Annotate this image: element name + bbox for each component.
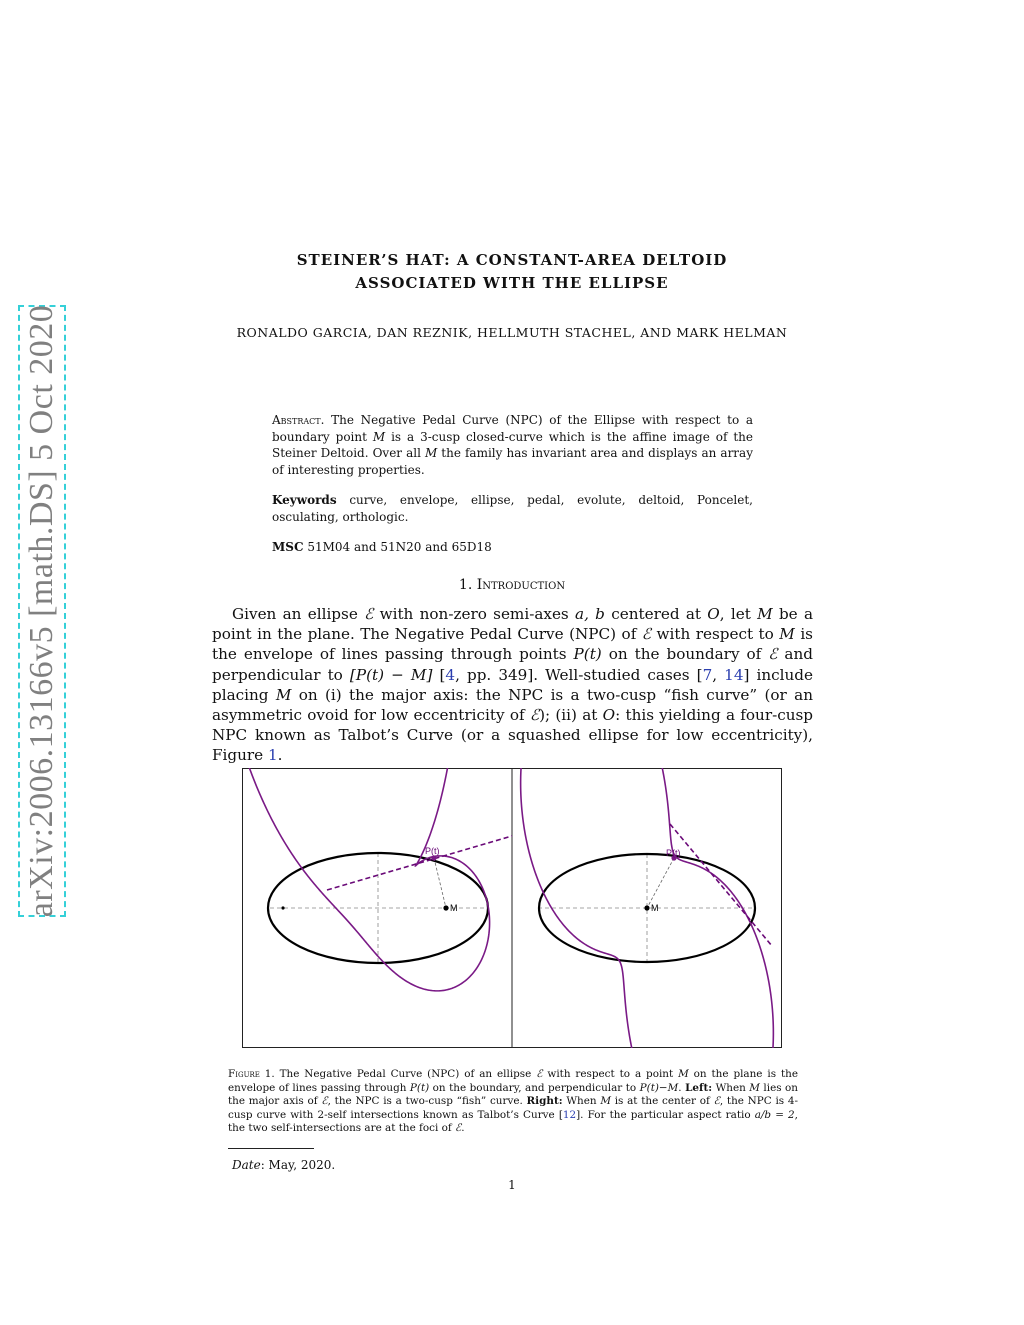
arxiv-sidebar-stamp [18, 305, 66, 917]
abstract-text: the family has invariant area and displays an array of interesting properties. [272, 446, 753, 477]
arxiv-id: arXiv:2006.13166v5 [math.DS] 5 Oct 2020 [23, 304, 60, 918]
text-bold: Left: [685, 1081, 713, 1094]
text: , [712, 665, 725, 684]
math: M [600, 1095, 611, 1108]
text: be a point in the plane. The Negative Pedal Curve (NPC) of [212, 605, 813, 644]
text: ); (ii) at [539, 706, 603, 725]
msc [272, 540, 753, 554]
paper-title [0, 249, 1024, 295]
math: P(t) [573, 645, 602, 664]
text: Given an ellipse [232, 605, 365, 623]
keywords-text: curve, envelope, ellipse, pedal, evolute, deltoid, Poncelet, osculating, orthologic. [272, 493, 753, 524]
title-line-1: STEINER’S HAT: A CONSTANT-AREA DELTOID [296, 251, 728, 269]
right-panel [521, 768, 774, 1048]
keywords-label: Keywords [272, 493, 337, 507]
text: When [562, 1095, 601, 1108]
math: a/b = 2 [754, 1108, 795, 1121]
text: , the NPC is a two-cusp “fish” curve. [327, 1095, 527, 1108]
text: ] include placing [212, 665, 814, 704]
intro-paragraph [212, 604, 813, 766]
point-P [431, 855, 436, 860]
text: centered at [604, 605, 708, 623]
figure-caption [228, 1068, 798, 1136]
citation-link[interactable]: 12 [562, 1108, 577, 1121]
text: The Negative Pedal Curve (NPC) of an ellipse [274, 1068, 537, 1080]
text: is the envelope of lines passing through points [212, 625, 813, 664]
text: with respect to a point [542, 1068, 679, 1080]
tangent-line [670, 824, 772, 946]
math: M [275, 685, 292, 704]
citation-link[interactable]: 14 [724, 665, 744, 684]
authors: RONALDO GARCIA, DAN REZNIK, HELLMUTH STACHEL, AND MARK HELMAN [236, 325, 788, 340]
section-heading: 1. Introduction [458, 577, 566, 593]
text: ]. For the particular aspect ratio [576, 1108, 755, 1121]
math: ℰ [364, 605, 374, 623]
text: , let [719, 605, 758, 623]
text: on (i) the major axis: the NPC is a two-cusp “fish curve” (or an asymmetric ovoid for low eccentricity of [212, 685, 813, 725]
math: O [602, 706, 616, 725]
footnote-rule [228, 1148, 314, 1149]
text: and perpendicular to [212, 645, 813, 684]
msc-label: MSC [272, 540, 304, 554]
text: [ [432, 665, 446, 684]
text: : this yielding a four-cusp NPC known as Talbot’s Curve (or a squashed ellipse for low eccentricity), Figure [212, 706, 814, 765]
math: ℰ [641, 625, 651, 644]
text: When [712, 1081, 750, 1094]
text: lies on the major axis of [228, 1081, 798, 1108]
math-M: M [372, 429, 386, 444]
text: , pp. 349]. Well-studied cases [ [455, 665, 703, 684]
label-M: M [450, 903, 458, 913]
citation-link[interactable]: 4 [445, 665, 456, 684]
math: [P(t) − M] [349, 665, 433, 684]
figure-1 [242, 768, 782, 1048]
math: ℰ [321, 1095, 328, 1108]
text: on the plane is the envelope of lines passing through [228, 1068, 798, 1094]
label-M: M [651, 903, 659, 913]
math: O [707, 605, 720, 623]
point-M [443, 905, 448, 910]
keywords [272, 492, 753, 525]
date-text: : May, 2020. [260, 1158, 336, 1172]
math: ℰ [713, 1095, 720, 1108]
caption-label: Figure 1. [228, 1068, 275, 1080]
text: is at the center of [610, 1095, 714, 1108]
text: , the NPC is 4-cusp curve with 2-self intersections known as Talbot’s Curve [ [228, 1095, 798, 1121]
figure-link[interactable]: 1 [267, 746, 278, 765]
citation-link[interactable]: 7 [702, 665, 713, 684]
math-M: M [424, 446, 438, 460]
abstract-label: Abstract. [272, 413, 325, 427]
point-M [644, 905, 649, 910]
label-Pt: P(t) [425, 846, 440, 856]
date-footnote [232, 1158, 335, 1172]
label-Pt: P(t) [666, 848, 681, 858]
segment-P-M [434, 858, 446, 908]
msc-text: 51M04 and 51N20 and 65D18 [303, 540, 492, 554]
math: ℰ [455, 1122, 462, 1135]
abstract-text: is a 3-cusp closed-curve which is the affine image of the Steiner Deltoid. Over all [272, 429, 753, 460]
math: a, b [575, 605, 605, 623]
text: on the boundary of [601, 645, 769, 664]
text: . [277, 746, 283, 765]
math: P(t)−M [639, 1081, 679, 1094]
segment-P-M [647, 858, 674, 908]
math: M [678, 1068, 689, 1080]
math: M [757, 605, 773, 623]
math: ℰ [529, 706, 540, 725]
text: with respect to [651, 625, 780, 644]
page-number: 1 [508, 1178, 516, 1192]
text-bold: Right: [526, 1095, 563, 1108]
math: M [779, 625, 795, 644]
left-panel [242, 768, 512, 991]
text: on the boundary, and perpendicular to [429, 1081, 640, 1094]
title-line-2: ASSOCIATED WITH THE ELLIPSE [355, 274, 669, 292]
math: ℰ [536, 1068, 543, 1080]
abstract [272, 412, 753, 478]
text: , the two self-intersections are at the foci of [228, 1108, 798, 1135]
tangent-line [327, 836, 512, 890]
text: . [461, 1122, 465, 1135]
math: P(t) [409, 1081, 430, 1094]
date-label: Date [232, 1158, 261, 1172]
abstract-text: The Negative Pedal Curve (NPC) of the Ellipse with respect to a boundary point [272, 413, 753, 444]
cusp-point [281, 906, 284, 909]
math: M [749, 1081, 760, 1094]
math: ℰ [768, 645, 778, 664]
text: with non-zero semi-axes [373, 605, 576, 623]
text: . [678, 1081, 686, 1094]
